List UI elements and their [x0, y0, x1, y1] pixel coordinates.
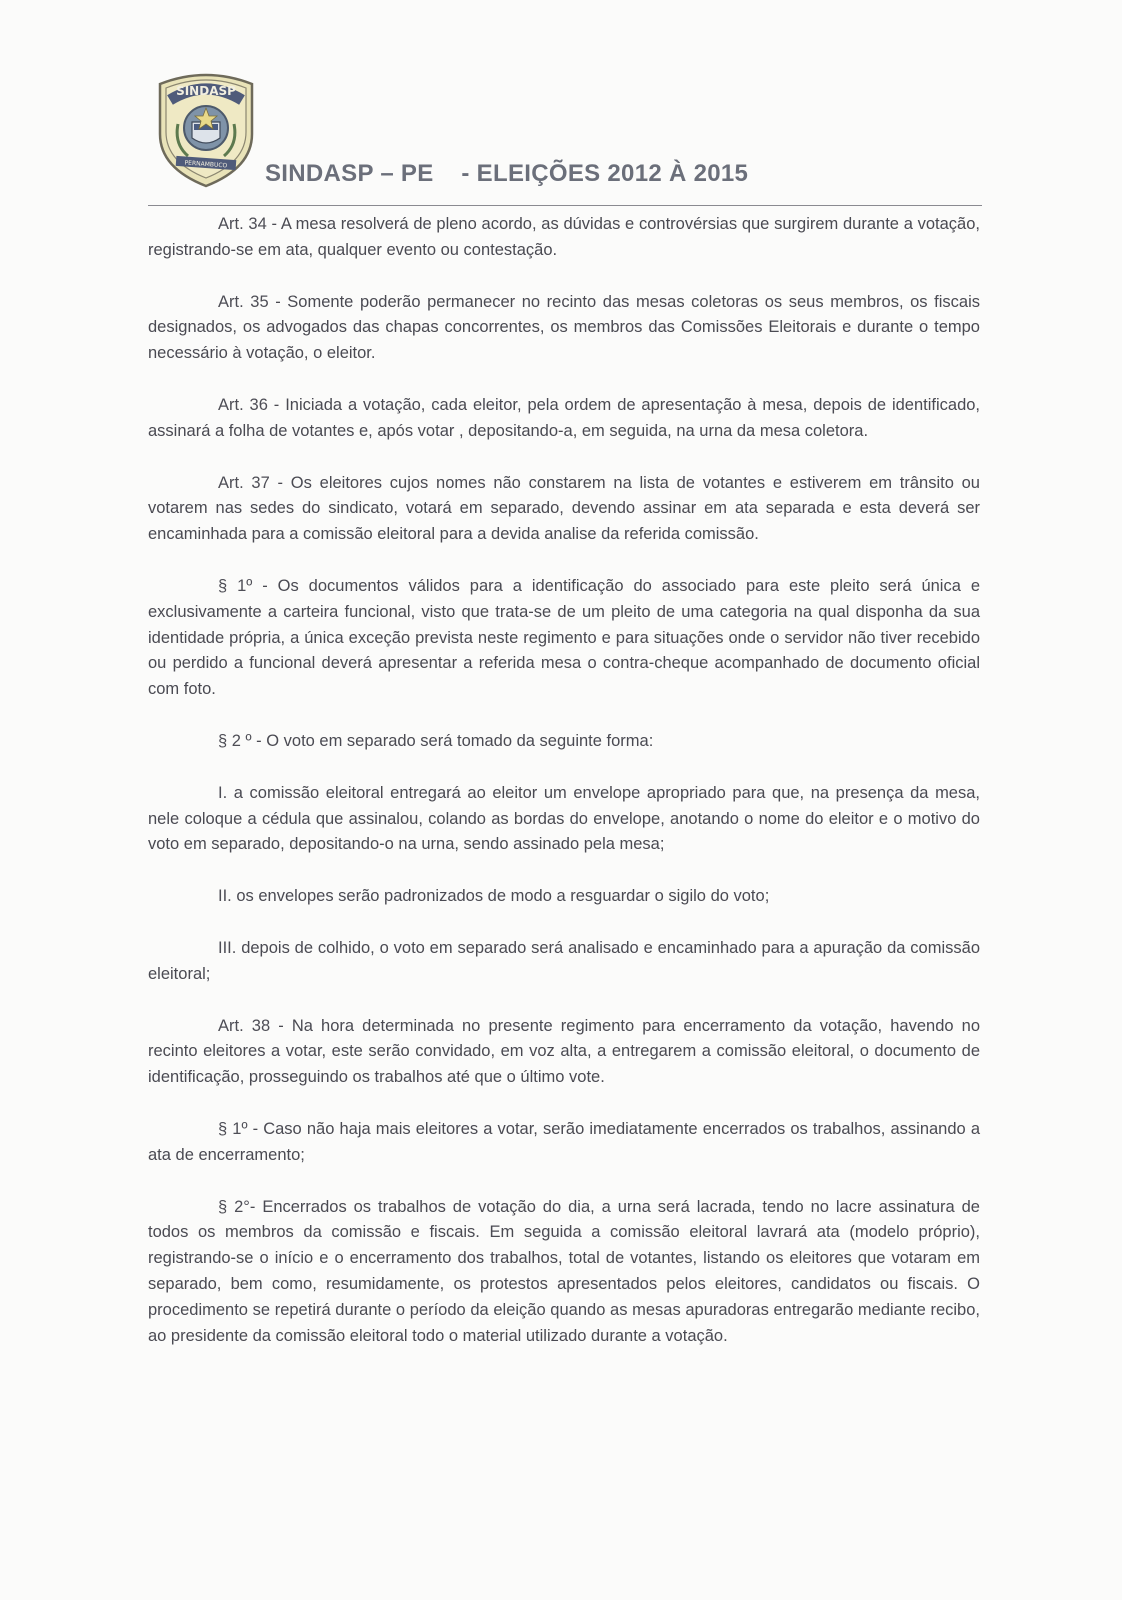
- paragraph-art-37: [148, 471, 980, 548]
- paragraph-art-35: [148, 290, 980, 367]
- paragraph-text: - Iniciada a votação, cada eleitor, pela ordem de apresentação à mesa, depois de identificado, assinará a folha de votantes e, após votar , depositando-a, em seguida, na urna da mesa coletora.: [148, 395, 981, 440]
- paragraph-label: Art. 34: [218, 215, 267, 233]
- paragraph-label: Art. 35: [218, 292, 269, 311]
- paragraph-art-38-par-1: [148, 1117, 980, 1169]
- paragraph-text: a comissão eleitoral entregará ao eleitor um envelope apropriado para que, na presença da mesa, nele coloque a cédula que assinalou, colando as bordas do envelope, anotando o nome do eleitor e o motivo do voto em separado, depositando-o na urna, sendo assinado pela mesa;: [148, 783, 980, 854]
- paragraph-label: Art. 37: [218, 473, 270, 492]
- paragraph-label: Art. 38: [218, 1016, 271, 1035]
- paragraph-label: II.: [218, 887, 232, 906]
- paragraph-art-38: [148, 1014, 980, 1091]
- paragraph-text: - Caso não haja mais eleitores a votar, serão imediatamente encerrados os trabalhos, assinando a ata de encerramento;: [148, 1119, 980, 1164]
- logo-text-bottom: PERNAMBUCO: [184, 159, 228, 170]
- paragraph-label: § 2 º: [218, 731, 252, 750]
- paragraph-label: § 2°: [218, 1197, 250, 1216]
- paragraph-label: § 1º: [218, 576, 253, 595]
- paragraph-label: Art. 36: [218, 395, 268, 414]
- shield-emblem-icon: [152, 64, 260, 188]
- paragraph-item-i: [148, 781, 980, 858]
- paragraph-text: depois de colhido, o voto em separado será analisado e encaminhado para a apuração da comissão eleitoral;: [148, 938, 980, 983]
- paragraph-text: - Os eleitores cujos nomes não constarem na lista de votantes e estiverem em trânsito ou votarem nas sedes do sindicato, votará em separado, devendo assinar em ata separada e esta deverá ser encaminhada para a comissão eleitoral para a devida analise da referida comissão.: [148, 473, 980, 544]
- paragraph-text: - A mesa resolverá de pleno acordo, as dúvidas e controvérsias que surgirem durante a votação, registrando-se em ata, qualquer evento ou contestação.: [148, 215, 980, 259]
- paragraph-art-37-par-1: [148, 574, 980, 703]
- document-body: [148, 212, 980, 1375]
- page-title: SINDASP – PE - ELEIÇÕES 2012 À 2015: [265, 160, 749, 187]
- paragraph-art-36: [148, 393, 980, 445]
- paragraph-art-34: [148, 212, 980, 264]
- paragraph-art-38-par-2: [148, 1195, 980, 1350]
- paragraph-label: § 1º: [218, 1119, 248, 1138]
- paragraph-item-ii: [148, 884, 980, 910]
- logo-text-top: SINDASP: [176, 84, 236, 98]
- paragraph-text: os envelopes serão padronizados de modo a resguardar o sigilo do voto;: [231, 887, 770, 906]
- paragraph-art-37-par-2: [148, 729, 980, 755]
- paragraph-text: - Na hora determinada no presente regimento para encerramento da votação, havendo no recinto eleitores a votar, este serão convidado, em voz alta, a entregarem a comissão eleitoral, o documento de identificação, prosseguindo os trabalhos até que o último vote.: [148, 1016, 981, 1087]
- paragraph-label: I.: [218, 783, 228, 802]
- paragraph-text: - Encerrados os trabalhos de votação do dia, a urna será lacrada, tendo no lacre assinatura de todos os membros da comissão e fiscais. Em seguida a comissão eleitoral lavrará ata (modelo próprio), registrando-se o início e o encerramento dos trabalhos, total de votantes, listando os eleitores que votaram em separado, bem como, resumidamente, os protestos apresentados pelos eleitores, candidatos ou fiscais. O procedimento se repetirá durante o período da eleição quando as mesas apuradoras entregarão mediante recibo, ao presidente da comissão eleitoral todo o material utilizado durante a votação.: [148, 1197, 980, 1345]
- paragraph-item-iii: [148, 936, 980, 988]
- paragraph-label: III.: [218, 938, 237, 957]
- paragraph-text: - Os documentos válidos para a identificação do associado para este pleito será única e exclusivamente a carteira funcional, visto que trata-se de um pleito de uma categoria na qual disponha da sua identidade própria, a única exceção prevista neste regimento e para situações onde o servidor não tiver recebido ou perdido a funcional deverá apresentar a referida mesa o contra-cheque acompanhado de documento oficial com foto.: [148, 576, 980, 699]
- sindasp-logo: [152, 64, 260, 188]
- paragraph-text: - Somente poderão permanecer no recinto das mesas coletoras os seus membros, os fiscais designados, os advogados das chapas concorrentes, os membros das Comissões Eleitorais e durante o tempo necessário à votação, o eleitor.: [148, 292, 980, 363]
- header-divider: [148, 205, 982, 206]
- paragraph-text: - O voto em separado será tomado da seguinte forma:: [251, 731, 654, 750]
